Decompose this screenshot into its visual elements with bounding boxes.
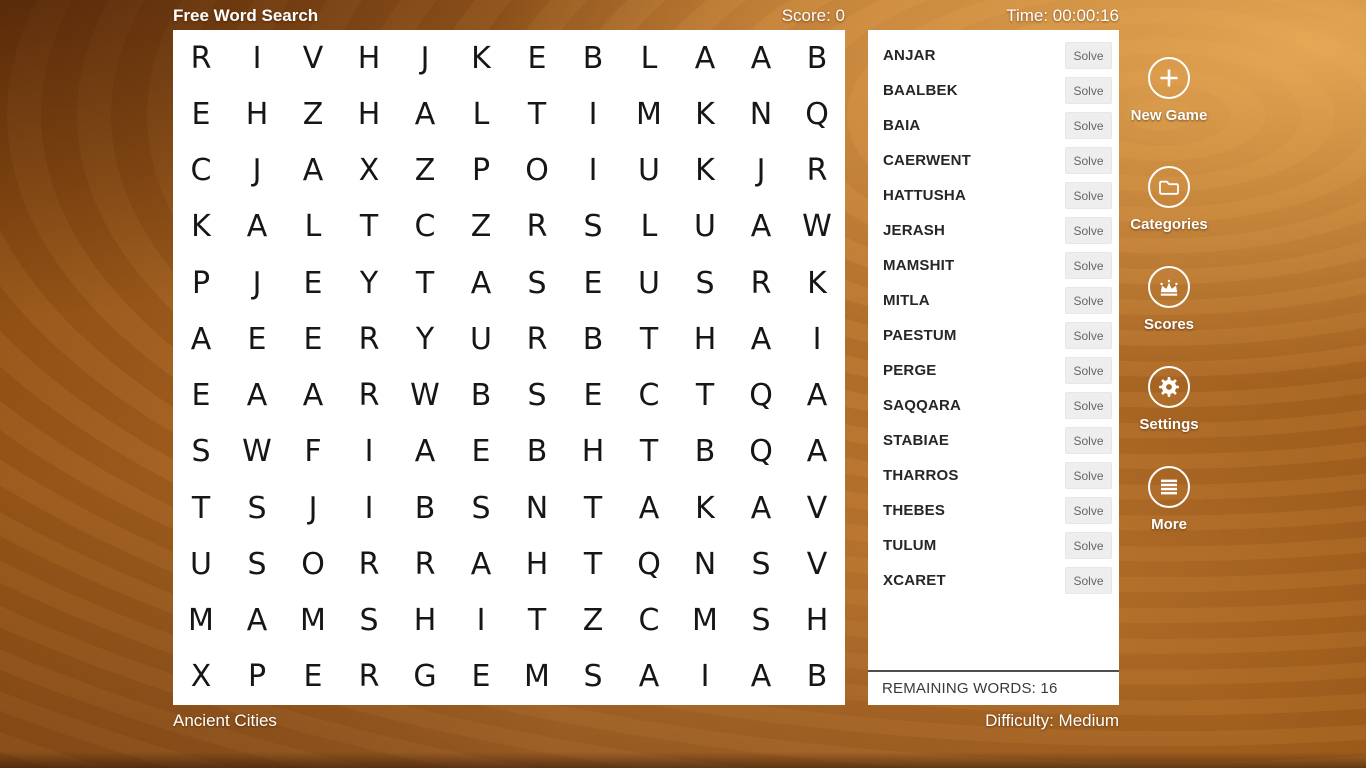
grid-letter[interactable]: B [806, 40, 828, 76]
grid-letter[interactable]: J [252, 153, 262, 189]
grid-letter[interactable]: U [470, 321, 492, 357]
grid-letter[interactable]: A [638, 490, 660, 526]
word-row [868, 38, 1119, 73]
grid-letter[interactable]: O [301, 546, 325, 582]
grid-letter[interactable]: N [749, 96, 773, 132]
word-list [868, 30, 1119, 670]
grid-letter[interactable]: Y [359, 265, 379, 301]
word-row [868, 178, 1119, 213]
grid-letter[interactable]: W [410, 378, 440, 414]
more-button[interactable] [1109, 465, 1229, 533]
solve-button[interactable]: Solve [1065, 357, 1112, 384]
grid-letter[interactable]: A [750, 490, 772, 526]
grid-letter[interactable]: H [581, 434, 605, 470]
grid-letter[interactable]: A [414, 96, 436, 132]
grid-letter[interactable]: A [190, 321, 212, 357]
grid-letter[interactable]: W [802, 209, 832, 245]
grid-letter[interactable]: E [471, 434, 491, 470]
grid-letter[interactable]: L [472, 96, 490, 132]
word-row [868, 423, 1119, 458]
word-search-grid[interactable] [173, 30, 845, 705]
grid-letter[interactable]: R [414, 546, 436, 582]
grid-letter[interactable]: L [304, 209, 322, 245]
grid-letter[interactable]: K [191, 209, 211, 245]
word-row [868, 73, 1119, 108]
grid-letter[interactable]: N [525, 490, 549, 526]
grid-letter[interactable]: B [582, 40, 604, 76]
solve-button[interactable]: Solve [1065, 77, 1112, 104]
grid-letter[interactable]: L [640, 40, 658, 76]
grid-letter[interactable]: J [308, 490, 318, 526]
grid-letter[interactable]: S [247, 546, 267, 582]
grid-letter[interactable]: R [358, 378, 380, 414]
grid-letter[interactable]: H [357, 40, 381, 76]
grid-letter[interactable]: E [303, 321, 323, 357]
solve-button[interactable]: Solve [1065, 567, 1112, 594]
grid-letter[interactable]: R [190, 40, 212, 76]
grid-letter[interactable]: R [806, 153, 828, 189]
new-game-label: New Game [1130, 107, 1208, 124]
grid-letter[interactable]: T [191, 490, 211, 526]
grid-letter[interactable]: E [303, 265, 323, 301]
solve-button[interactable]: Solve [1065, 147, 1112, 174]
word-label: STABIAE [883, 432, 950, 449]
word-row [868, 388, 1119, 423]
word-label: PERGE [883, 362, 937, 379]
grid-letter[interactable]: S [695, 265, 715, 301]
word-label: THARROS [883, 467, 959, 484]
word-row [868, 353, 1119, 388]
grid-letter[interactable]: A [750, 321, 772, 357]
grid-letter[interactable]: R [526, 321, 548, 357]
grid-letter[interactable]: Q [637, 546, 661, 582]
remaining-words-bar: REMAINING WORDS: 16 [868, 670, 1119, 705]
grid-letter[interactable]: A [470, 546, 492, 582]
grid-letter[interactable]: M [692, 603, 718, 639]
grid-letter[interactable]: I [364, 434, 374, 470]
grid-letter[interactable]: Z [582, 603, 604, 639]
grid-letter[interactable]: E [303, 659, 323, 695]
grid-letter[interactable]: W [242, 434, 272, 470]
settings-button[interactable] [1109, 365, 1229, 433]
grid-letter[interactable]: R [526, 209, 548, 245]
grid-letter[interactable]: J [252, 265, 262, 301]
grid-letter[interactable]: M [636, 96, 662, 132]
grid-letter[interactable]: Q [749, 378, 773, 414]
grid-letter[interactable]: T [639, 434, 659, 470]
solve-button[interactable]: Solve [1065, 532, 1112, 559]
grid-letter[interactable]: B [526, 434, 548, 470]
grid-letter[interactable]: S [751, 603, 771, 639]
grid-letter[interactable]: X [358, 153, 380, 189]
grid-letter[interactable]: J [420, 40, 430, 76]
word-row [868, 213, 1119, 248]
grid-letter[interactable]: P [471, 153, 491, 189]
grid-letter[interactable]: P [191, 265, 211, 301]
solve-button[interactable]: Solve [1065, 392, 1112, 419]
scores-label: Scores [1143, 316, 1195, 333]
grid-letter[interactable]: R [358, 321, 380, 357]
grid-letter[interactable]: B [414, 490, 436, 526]
grid-letter[interactable]: Q [805, 96, 829, 132]
word-label: BAIA [883, 117, 921, 134]
word-row [868, 108, 1119, 143]
grid-letter[interactable]: L [640, 209, 658, 245]
grid-letter[interactable]: C [414, 209, 436, 245]
grid-letter[interactable]: Z [470, 209, 492, 245]
grid-letter[interactable]: M [524, 659, 550, 695]
settings-label: Settings [1139, 416, 1199, 433]
difficulty-label: Difficulty: Medium [985, 711, 1119, 730]
grid-letter[interactable]: H [245, 96, 269, 132]
solve-button[interactable]: Solve [1065, 287, 1112, 314]
grid-letter[interactable]: H [413, 603, 437, 639]
solve-button[interactable]: Solve [1065, 112, 1112, 139]
word-label: XCARET [883, 572, 946, 589]
word-row [868, 248, 1119, 283]
word-row [868, 493, 1119, 528]
grid-letter[interactable]: I [588, 96, 598, 132]
grid-letter[interactable]: B [694, 434, 716, 470]
grid-letter[interactable]: Y [415, 321, 435, 357]
app-title: Free Word Search [173, 6, 319, 25]
solve-button[interactable]: Solve [1065, 217, 1112, 244]
grid-letter[interactable]: E [247, 321, 267, 357]
grid-letter[interactable]: T [583, 546, 603, 582]
grid-letter[interactable]: G [413, 659, 437, 695]
grid-letter[interactable]: R [358, 546, 380, 582]
grid-letter[interactable]: A [470, 265, 492, 301]
grid-letter[interactable]: K [695, 153, 715, 189]
word-row [868, 528, 1119, 563]
grid-letter[interactable]: O [525, 153, 549, 189]
grid-letter[interactable]: C [190, 153, 212, 189]
grid-letter[interactable]: A [750, 209, 772, 245]
score-label: Score: 0 [781, 6, 845, 25]
word-label: THEBES [883, 502, 946, 519]
solve-button[interactable]: Solve [1065, 322, 1112, 349]
grid-letter[interactable]: I [588, 153, 598, 189]
grid-letter[interactable]: S [247, 490, 267, 526]
word-label: SAQQARA [883, 397, 962, 414]
grid-letter[interactable]: U [694, 209, 716, 245]
word-label: TULUM [883, 537, 937, 554]
grid-letter[interactable]: T [639, 321, 659, 357]
grid-letter[interactable]: E [527, 40, 547, 76]
solve-button[interactable]: Solve [1065, 497, 1112, 524]
grid-letter[interactable]: S [751, 546, 771, 582]
grid-letter[interactable]: H [693, 321, 717, 357]
grid-letter[interactable]: A [246, 378, 268, 414]
grid-letter[interactable]: B [582, 321, 604, 357]
grid-letter[interactable]: E [191, 378, 211, 414]
grid-letter[interactable]: T [583, 490, 603, 526]
word-row [868, 563, 1119, 598]
grid-letter[interactable]: B [470, 378, 492, 414]
grid-letter[interactable]: I [252, 40, 262, 76]
grid-letter[interactable]: V [302, 40, 324, 76]
grid-letter[interactable]: I [700, 659, 710, 695]
grid-letter[interactable]: X [190, 659, 212, 695]
grid-letter[interactable]: S [471, 490, 491, 526]
grid-letter[interactable]: I [476, 603, 486, 639]
grid-letter[interactable]: S [359, 603, 379, 639]
grid-letter[interactable]: A [750, 40, 772, 76]
grid-letter[interactable]: K [807, 265, 827, 301]
grid-letter[interactable]: R [358, 659, 380, 695]
new-game-button[interactable] [1109, 56, 1229, 124]
crown-icon [1147, 265, 1191, 309]
folder-icon [1147, 165, 1191, 209]
menu-lines-icon [1147, 465, 1191, 509]
grid-letter[interactable]: E [583, 265, 603, 301]
gear-icon [1147, 365, 1191, 409]
word-row [868, 458, 1119, 493]
categories-label: Categories [1130, 216, 1208, 233]
grid-letter[interactable]: A [750, 659, 772, 695]
solve-button[interactable]: Solve [1065, 462, 1112, 489]
grid-letter[interactable]: Z [414, 153, 436, 189]
word-label: HATTUSHA [883, 187, 966, 204]
plus-icon [1147, 56, 1191, 100]
grid-letter[interactable]: S [527, 265, 547, 301]
grid-letter[interactable]: A [302, 153, 324, 189]
categories-button[interactable] [1109, 165, 1229, 233]
grid-letter[interactable]: T [695, 378, 715, 414]
grid-letter[interactable]: I [812, 321, 822, 357]
grid-letter[interactable]: I [364, 490, 374, 526]
grid-letter[interactable]: U [190, 546, 212, 582]
more-label: More [1151, 516, 1187, 533]
word-row [868, 283, 1119, 318]
grid-letter[interactable]: C [638, 378, 660, 414]
solve-button[interactable]: Solve [1065, 252, 1112, 279]
word-list-panel [868, 30, 1119, 705]
grid-letter[interactable]: U [638, 265, 660, 301]
grid-letter[interactable]: A [638, 659, 660, 695]
grid-letter[interactable]: T [527, 603, 547, 639]
word-row [868, 143, 1119, 178]
word-row [868, 318, 1119, 353]
word-label: MAMSHIT [883, 257, 955, 274]
grid-letter[interactable]: V [806, 490, 828, 526]
grid-letter[interactable]: N [693, 546, 717, 582]
grid-letter[interactable]: A [246, 209, 268, 245]
grid-letter[interactable]: K [695, 490, 715, 526]
grid-letter[interactable]: A [806, 434, 828, 470]
grid-letter[interactable]: A [302, 378, 324, 414]
grid-letter[interactable]: H [805, 603, 829, 639]
grid-letter[interactable]: T [415, 265, 435, 301]
time-label: Time: 00:00:16 [1006, 6, 1119, 25]
grid-letter[interactable]: S [583, 209, 603, 245]
grid-letter[interactable]: T [359, 209, 379, 245]
grid-letter[interactable]: A [806, 378, 828, 414]
word-label: CAERWENT [883, 152, 971, 169]
word-label: JERASH [883, 222, 946, 239]
grid-letter[interactable]: H [525, 546, 549, 582]
grid-letter[interactable]: A [414, 434, 436, 470]
grid-letter[interactable]: S [583, 659, 603, 695]
grid-letter[interactable]: K [471, 40, 491, 76]
grid-letter[interactable]: F [304, 434, 322, 470]
grid-letter[interactable]: J [756, 153, 766, 189]
solve-button[interactable]: Solve [1065, 182, 1112, 209]
scores-button[interactable] [1109, 265, 1229, 333]
grid-letter[interactable]: Q [749, 434, 773, 470]
grid-letter[interactable]: S [191, 434, 211, 470]
category-label: Ancient Cities [173, 711, 277, 730]
grid-letter[interactable]: E [191, 96, 211, 132]
grid-letter[interactable]: S [527, 378, 547, 414]
grid-letter[interactable]: C [638, 603, 660, 639]
word-label: MITLA [883, 292, 930, 309]
grid-letter[interactable]: H [357, 96, 381, 132]
solve-button[interactable]: Solve [1065, 42, 1112, 69]
grid-letter[interactable]: R [750, 265, 772, 301]
grid-letter[interactable]: B [806, 659, 828, 695]
word-label: ANJAR [883, 47, 936, 64]
grid-letter[interactable]: E [471, 659, 491, 695]
grid-letter[interactable]: E [583, 378, 603, 414]
word-label: BAALBEK [883, 82, 958, 99]
solve-button[interactable]: Solve [1065, 427, 1112, 454]
grid-letter[interactable]: A [246, 603, 268, 639]
grid-letter[interactable]: V [806, 546, 828, 582]
grid-letter[interactable]: M [188, 603, 214, 639]
word-label: PAESTUM [883, 327, 957, 344]
grid-letter[interactable]: K [695, 96, 715, 132]
grid-letter[interactable]: U [638, 153, 660, 189]
grid-letter[interactable]: M [300, 603, 326, 639]
grid-letter[interactable]: P [247, 659, 267, 695]
grid-letter[interactable]: T [527, 96, 547, 132]
grid-letter[interactable]: Z [302, 96, 324, 132]
grid-letter[interactable]: A [694, 40, 716, 76]
